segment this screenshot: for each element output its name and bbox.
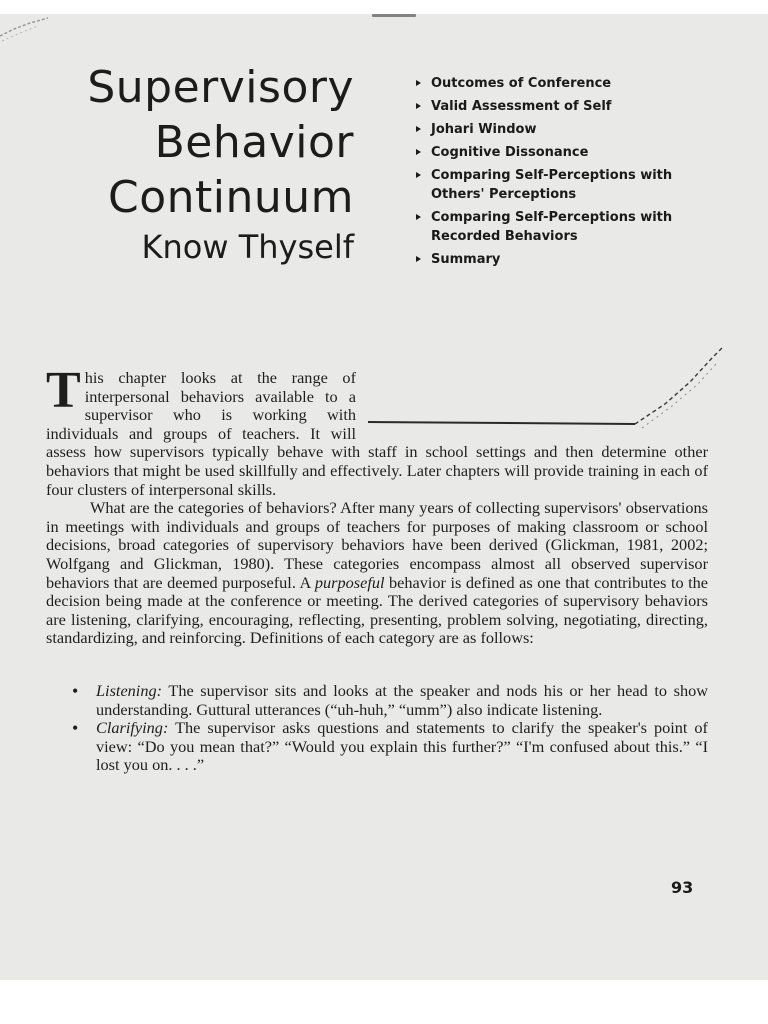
definition-clarifying [96,719,708,775]
title-line-1: Supervisory [87,62,354,113]
outline-item: Cognitive Dissonance [416,143,716,162]
definition-term: Clarifying: [96,718,169,738]
title-line-3: Continuum [107,172,354,223]
definition-text: The supervisor asks questions and statements to clarify the speaker's point of view: “Do you mean that?” “Would you explain this further?” “I'm confused about this.” “I lost you on. . . .” [96,718,708,775]
definition-term: Listening: [96,680,163,700]
chapter-outline [416,74,716,273]
scan-mark [372,14,416,17]
outline-item: Summary [416,250,716,269]
behavior-definitions [46,682,708,775]
paragraph-1 [46,362,708,499]
book-page [0,14,768,980]
corner-smudge [0,14,60,44]
outline-item: Johari Window [416,120,716,139]
definition-text: The supervisor sits and looks at the speaker and nods his or her head to show understanding. Guttural utterances (“uh-huh,” “umm”) also indicate listening. [96,680,709,719]
page-number: 93 [671,878,694,897]
paragraph-2 [46,499,708,648]
outline-item: Comparing Self-Perceptions with Recorded Behaviors [416,208,716,246]
paragraph-1-text: his chapter looks at the range of interpersonal behaviors available to a supervisor who is working with individuals and groups of teachers. It will assess how supervisors typically behave with staff in school settings and then determine other behaviors that might be used skillfully and effectively. Later chapters will provide training in each of four clusters of interpersonal skills. [46,368,708,499]
chapter-title [87,62,354,266]
outline-item: Valid Assessment of Self [416,97,716,116]
body-text [46,362,709,775]
emphasis-purposeful: purposeful [314,572,385,592]
drop-cap: T [46,362,81,419]
paragraph-2-text-a: What are the categories of behaviors? After many years of collecting supervisors' observations in meetings with individuals and groups of teachers for purposes of making classroom or school decisions, broad categories of supervisory behaviors have been derived (Glickman, 1981, 2002; Wolfgang and Glickman, 1980). These categories encompass almost all observed supervisor behaviors that are deemed purposeful. A [46,498,708,592]
definition-listening [96,682,708,719]
paragraph-2-text-b: behavior is defined as one that contributes to the decision being made at the conference or meeting. The derived categories of supervisory behaviors are listening, clarifying, encouraging, reflecting, presenting, problem solving, negotiating, directing, standardizing, and reinforcing. Definitions of each category are as follows: [46,572,708,648]
outline-item: Comparing Self-Perceptions with Others' Perceptions [416,166,716,204]
chapter-subtitle: Know Thyself [141,228,354,266]
outline-item: Outcomes of Conference [416,74,716,93]
title-line-2: Behavior [154,117,354,168]
